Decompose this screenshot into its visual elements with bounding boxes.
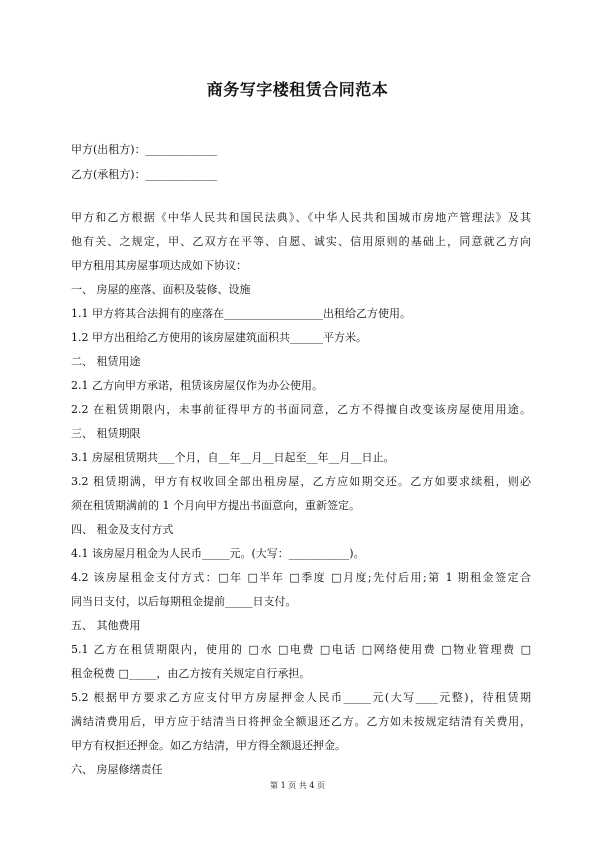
- clause-3-2-line-1: 3.2 租赁期满，甲方有权收回全部出租房屋，乙方应如期交还。乙方如要求续租，则必: [71, 475, 531, 488]
- preamble-line-1: 甲方和乙方根据《中华人民共和国民法典》、《中华人民共和国城市房地产管理法》及其: [71, 211, 531, 224]
- preamble-line-3: 甲方租用其房屋事项达成如下协议：: [71, 259, 247, 272]
- clause-3-1: 3.1 房屋租赁期共___个月，自__年__月__日起至__年__月__日止。: [71, 451, 395, 464]
- page-number-footer: 第 1 页 共 4 页: [270, 781, 325, 790]
- clause-4-1: 4.1 该房屋月租金为人民币_____元。(大写：___________)。: [71, 547, 365, 560]
- clause-5-2-line-2: 满结清费用后，甲方应于结清当日将押金全额退还乙方。乙方如未按规定结清有关费用，: [71, 715, 531, 728]
- party-a-line: 甲方(出租方)：_____________: [71, 143, 218, 156]
- section-heading-6: 六、 房屋修缮责任: [71, 763, 163, 776]
- party-b-line: 乙方(承租方)：_____________: [71, 168, 218, 181]
- document-title: 商务写字楼租赁合同范本: [206, 80, 389, 99]
- clause-2-1: 2.1 乙方向甲方承诺，租赁该房屋仅作为办公使用。: [71, 379, 323, 392]
- clause-1-2: 1.2 甲方出租给乙方使用的该房屋建筑面积共______平方米。: [71, 331, 367, 344]
- clause-1-1: 1.1 甲方将其合法拥有的座落在__________________出租给乙方使用。: [71, 307, 411, 320]
- section-heading-5: 五、 其他费用: [71, 619, 141, 632]
- clause-4-2-line-1: 4.2 该房屋租金支付方式：□年 □半年 □季度 □月度;先付后用;第 1 期租金签定合: [71, 571, 531, 584]
- clause-5-1-line-1: 5.1 乙方在租赁期限内，使用的 □水 □电费 □电话 □网络使用费 □物业管理费 □: [71, 643, 531, 656]
- section-heading-3: 三、 租赁期限: [71, 427, 141, 440]
- section-heading-4: 四、 租金及支付方式: [71, 523, 174, 536]
- clause-3-2-line-2: 须在租赁期满前的 1 个月向甲方提出书面意向，重新签定。: [71, 499, 360, 512]
- preamble-line-2: 他有关、之规定，甲、乙双方在平等、自愿、诚实、信用原则的基础上，同意就乙方向: [71, 235, 531, 248]
- clause-5-2-line-1: 5.2 根据甲方要求乙方应支付甲方房屋押金人民币_____元(大写____元整)，待租赁期: [71, 691, 531, 704]
- clause-4-2-line-2: 同当日支付，以后每期租金提前_____日支付。: [71, 595, 297, 608]
- clause-5-2-line-3: 甲方有权拒还押金。如乙方结清，甲方得全额退还押金。: [71, 739, 346, 752]
- section-heading-1: 一、 房屋的座落、面积及装修、设施: [71, 283, 251, 296]
- section-heading-2: 二、 租赁用途: [71, 355, 141, 368]
- clause-5-1-line-2: 租金税费 □_____，由乙方按有关规定自行承担。: [71, 667, 311, 680]
- clause-2-2: 2.2 在租赁期限内，未事前征得甲方的书面同意，乙方不得擅自改变该房屋使用用途。: [71, 403, 531, 416]
